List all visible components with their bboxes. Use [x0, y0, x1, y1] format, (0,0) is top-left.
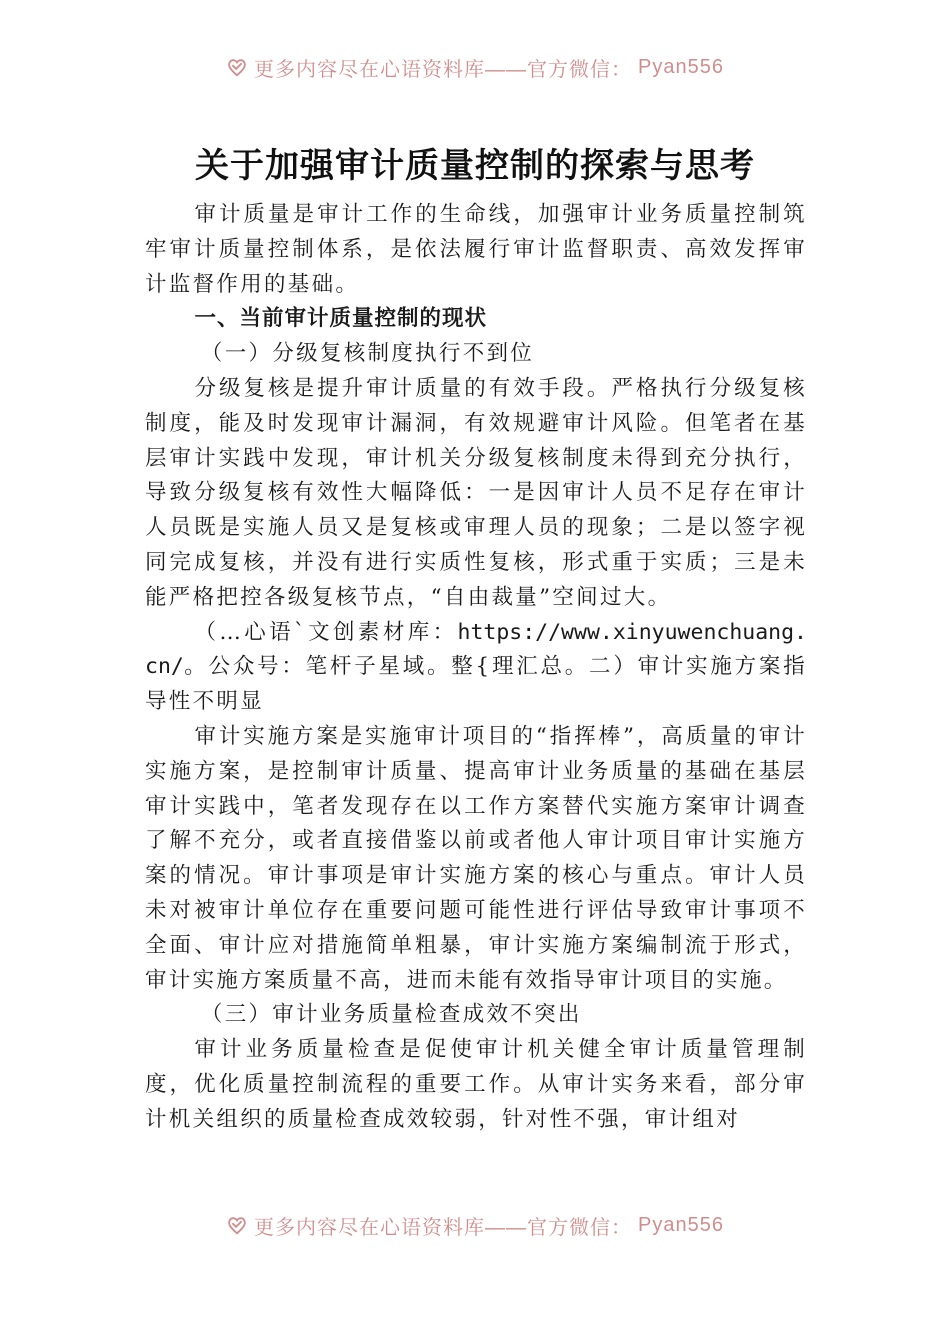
footer-watermark-banner: [0, 1208, 950, 1242]
watermark-prefix: （…心语`文创素材库：: [194, 619, 458, 645]
watermark-url: https://www.xinyuwenchuang.cn/: [145, 619, 807, 680]
subsection-1-paragraph: 分级复核是提升审计质量的有效手段。严格执行分级复核制度，能及时发现审计漏洞，有效规避审计风险。但笔者在基层审计实践中发现，审计机关分级复核制度未得到充分执行，导致分级复核有效性大幅降低：一是因审计人员不足存在审计人员既是实施人员又是复核或审理人员的现象；二是以签字视同完成复核，并没有进行实质性复核，形式重于实质；三是未能严格把控各级复核节点，“自由裁量”空间过大。: [145, 375, 807, 610]
document-body: [145, 198, 807, 1138]
banner-text: 更多内容尽在心语资料库——官方微信：: [254, 1216, 633, 1239]
header-watermark-banner: [0, 50, 950, 84]
section-heading-1: 一、当前审计质量控制的现状: [194, 306, 487, 332]
heart-logo-icon: [226, 56, 248, 78]
inline-watermark-paragraph: [145, 616, 807, 720]
heart-logo-icon: [226, 1214, 248, 1236]
subsection-2-paragraph: 审计实施方案是实施审计项目的“指挥棒”，高质量的审计实施方案，是控制审计质量、提高审计业务质量的基础在基层审计实践中，笔者发现存在以工作方案替代实施方案审计调查了解不充分，或者直接借鉴以前或者他人审计项目审计实施方案的情况。审计事项是审计实施方案的核心与重点。审计人员未对被审计单位存在重要问题可能性进行评估导致审计事项不全面、审计应对措施简单粗暴，审计实施方案编制流于形式，审计实施方案质量不高，进而未能有效指导审计项目的实施。: [145, 723, 807, 993]
banner-id: Pyan556: [638, 55, 724, 78]
subsection-3-paragraph: 审计业务质量检查是促使审计机关健全审计质量管理制度，优化质量控制流程的重要工作。从审计实务来看，部分审计机关组织的质量检查成效较弱，针对性不强，审计组对: [145, 1037, 807, 1132]
banner-text: 更多内容尽在心语资料库——官方微信：: [254, 58, 633, 81]
subsection-heading-3: （三）审计业务质量检查成效不突出: [200, 1002, 582, 1028]
intro-paragraph: 审计质量是审计工作的生命线，加强审计业务质量控制筑牢审计质量控制体系，是依法履行审计监督职责、高效发挥审计监督作用的基础。: [145, 202, 807, 297]
banner-id: Pyan556: [638, 1213, 724, 1236]
subsection-heading-1: （一）分级复核制度执行不到位: [200, 341, 535, 367]
watermark-suffix: 。公众号：笔杆子星域。整{理汇总。二）审计实施方案指导性不明显: [145, 654, 807, 715]
document-title: 关于加强审计质量控制的探索与思考: [195, 146, 755, 186]
